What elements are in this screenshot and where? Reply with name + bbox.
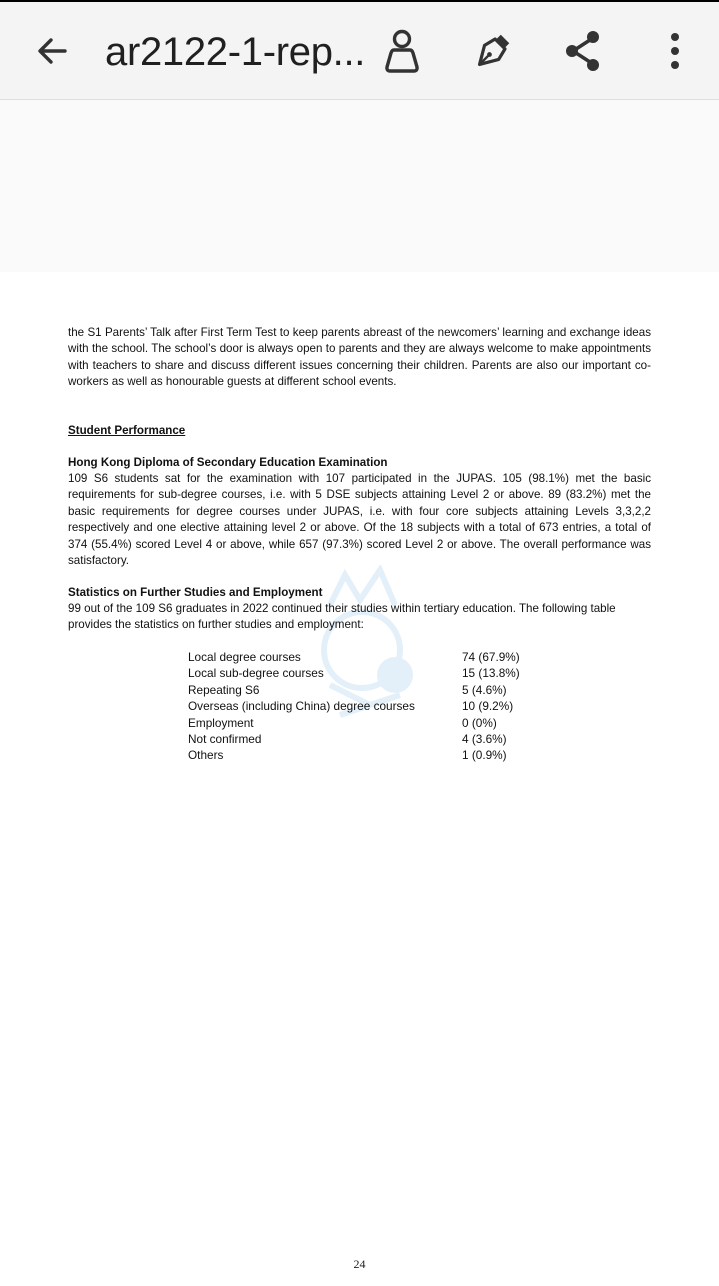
- row-value: 4 (3.6%): [462, 731, 507, 746]
- row-value: 0 (0%): [462, 715, 497, 730]
- hkdse-paragraph: 109 S6 students sat for the examination with 107 participated in the JUPAS. 105 (98.1%) met the basic requirements for sub-degree courses, i.e. with 5 DSE subjects attaining Level 2 or above. 89 (83.2%) met the basic requirements for degree courses under JUPAS, i.e. with four core subjects attaining Levels 3,3,2,2 respectively and one elective attaining level 2 or above. Of the 18 subjects with a total of 673 entries, a total of 374 (55.4%) scored Level 4 or above, while 657 (97.3%) scored Level 2 or above. The overall performance was satisfactory.: [68, 472, 651, 568]
- pen-nib-icon: [472, 30, 514, 72]
- table-row: [188, 731, 548, 747]
- row-label: Overseas (including China) degree courses: [188, 699, 415, 714]
- table-row: [188, 698, 548, 714]
- row-value: 1 (0.9%): [462, 748, 507, 763]
- share-icon: [563, 29, 603, 73]
- row-label: Employment: [188, 715, 254, 730]
- row-label: Not confirmed: [188, 731, 262, 746]
- table-row: [188, 715, 548, 731]
- row-value: 10 (9.2%): [462, 699, 514, 714]
- annotate-button[interactable]: [466, 24, 520, 78]
- row-value: 5 (4.6%): [462, 682, 507, 697]
- more-vertical-icon: [668, 31, 682, 71]
- table-row: [188, 682, 548, 698]
- row-label: Others: [188, 748, 224, 763]
- document-title: ar2122-1-rep...: [105, 30, 366, 74]
- person-icon: [382, 27, 422, 75]
- row-label: Local sub-degree courses: [188, 666, 324, 681]
- share-button[interactable]: [556, 24, 610, 78]
- hkdse-heading: Hong Kong Diploma of Secondary Education Examination: [68, 456, 388, 469]
- row-label: Repeating S6: [188, 682, 260, 697]
- app-toolbar: [0, 2, 719, 100]
- section-title-student-performance: Student Performance: [68, 424, 186, 437]
- row-label: Local degree courses: [188, 650, 301, 664]
- arrow-left-icon: [34, 33, 70, 69]
- table-row: [188, 747, 548, 763]
- table-row: [188, 665, 548, 681]
- account-button[interactable]: [375, 24, 429, 78]
- table-row: [188, 649, 548, 665]
- intro-paragraph: the S1 Parents’ Talk after First Term Test to keep parents abreast of the newcomers’ learning and exchange ideas with the school. The school’s door is always open to parents and they are always welcome to make appointments with teachers to share and discuss different issues concerning their children. Parents are also our important co-workers as well as honourable guests at different school events.: [68, 326, 651, 389]
- more-options-button[interactable]: [648, 24, 702, 78]
- row-value: 74 (67.9%): [462, 650, 520, 664]
- further-studies-table: [188, 649, 548, 764]
- page-gap: [0, 100, 719, 272]
- back-button[interactable]: [25, 24, 79, 78]
- further-studies-heading: Statistics on Further Studies and Employment: [68, 586, 323, 599]
- row-value: 15 (13.8%): [462, 666, 520, 681]
- page-number: 24: [353, 1257, 366, 1271]
- further-studies-paragraph: 99 out of the 109 S6 graduates in 2022 continued their studies within tertiary education. The following table provides the statistics on further studies and employment:: [68, 602, 616, 632]
